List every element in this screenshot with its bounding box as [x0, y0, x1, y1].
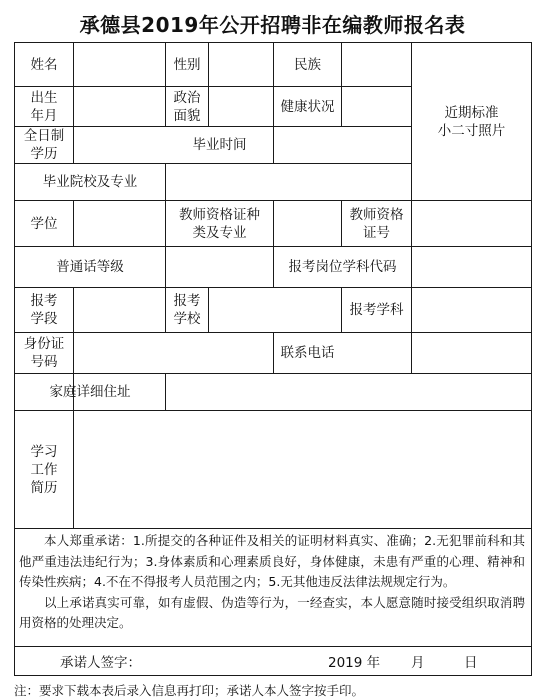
- label-address: 家庭详细住址: [49, 384, 131, 400]
- date-day: 日: [464, 655, 478, 671]
- signature-input[interactable]: [150, 651, 310, 669]
- label-health: 健康状况: [280, 98, 335, 115]
- input-mandarin[interactable]: [166, 247, 273, 287]
- input-name[interactable]: [74, 43, 165, 86]
- signature-label: 承诺人签字：: [60, 655, 141, 671]
- input-school-major[interactable]: [166, 164, 411, 200]
- input-health[interactable]: [342, 87, 411, 126]
- input-cert-type[interactable]: [274, 201, 341, 246]
- pledge-text: [19, 531, 525, 634]
- label-apply-school: 报考 学校: [173, 293, 201, 327]
- input-birth[interactable]: [74, 87, 165, 126]
- form-title: 承德县2019年公开招聘非在编教师报名表: [79, 13, 466, 37]
- pledge-paragraph-2: 以上承诺真实可靠，如有虚假、伪造等行为，一经查实，本人愿意随时接受组织取消聘用资格的处理决定。: [19, 594, 525, 630]
- pledge-paragraph-1: 本人郑重承诺：1.所提交的各种证件及相关的证明材料真实、准确；2.无犯罪前科和其他严重违法违纪行为；3.身体素质和心理素质良好，身体健康，未患有严重的心理、精神和传染性疾病；4.不在不得报考人员范围之内；5.无其他违反法律法规规定行为。: [19, 533, 525, 589]
- input-fulltime-edu[interactable]: [74, 127, 165, 163]
- input-subject-code[interactable]: [412, 247, 531, 287]
- label-birth: 出生 年月: [30, 89, 58, 124]
- date-year: 2019 年: [328, 655, 381, 671]
- input-grad-time[interactable]: [274, 127, 411, 163]
- input-politics[interactable]: [209, 87, 273, 126]
- input-address[interactable]: [166, 374, 531, 410]
- input-apply-stage[interactable]: [74, 288, 165, 332]
- label-grad-time: 毕业时间: [192, 137, 247, 153]
- input-phone[interactable]: [342, 333, 531, 373]
- label-cert-type: 教师资格证种 类及专业: [179, 206, 260, 241]
- input-resume[interactable]: [74, 411, 531, 528]
- photo-box[interactable]: 近期标准 小二寸照片: [437, 104, 506, 139]
- label-ethnicity: 民族: [294, 56, 321, 73]
- label-cert-no: 教师资格 证号: [349, 206, 404, 241]
- footnote: 注：要求下载本表后录入信息再打印；承诺人本人签字按手印。: [14, 683, 365, 698]
- label-politics: 政治 面貌: [173, 89, 201, 124]
- input-gender[interactable]: [209, 43, 273, 86]
- label-resume: 学习 工作 简历: [30, 443, 58, 496]
- label-mandarin: 普通话等级: [56, 259, 124, 275]
- label-phone: 联系电话: [280, 345, 335, 361]
- label-apply-stage: 报考 学段: [30, 293, 58, 327]
- input-apply-school[interactable]: [209, 288, 341, 332]
- input-cert-no[interactable]: [412, 201, 531, 246]
- input-degree[interactable]: [74, 201, 165, 246]
- label-apply-subject: 报考学科: [349, 302, 404, 318]
- label-gender: 性别: [173, 56, 201, 73]
- label-fulltime-edu: 全日制 学历: [23, 128, 65, 162]
- label-id-no: 身份证 号码: [23, 336, 65, 370]
- input-id-no[interactable]: [74, 333, 273, 373]
- label-subject-code: 报考岗位学科代码: [288, 259, 397, 275]
- date-month: 月: [411, 655, 425, 671]
- input-apply-subject[interactable]: [412, 288, 531, 332]
- input-ethnicity[interactable]: [342, 43, 411, 86]
- label-name: 姓名: [30, 56, 58, 73]
- label-school-major: 毕业院校及专业: [42, 174, 138, 190]
- label-degree: 学位: [30, 215, 58, 232]
